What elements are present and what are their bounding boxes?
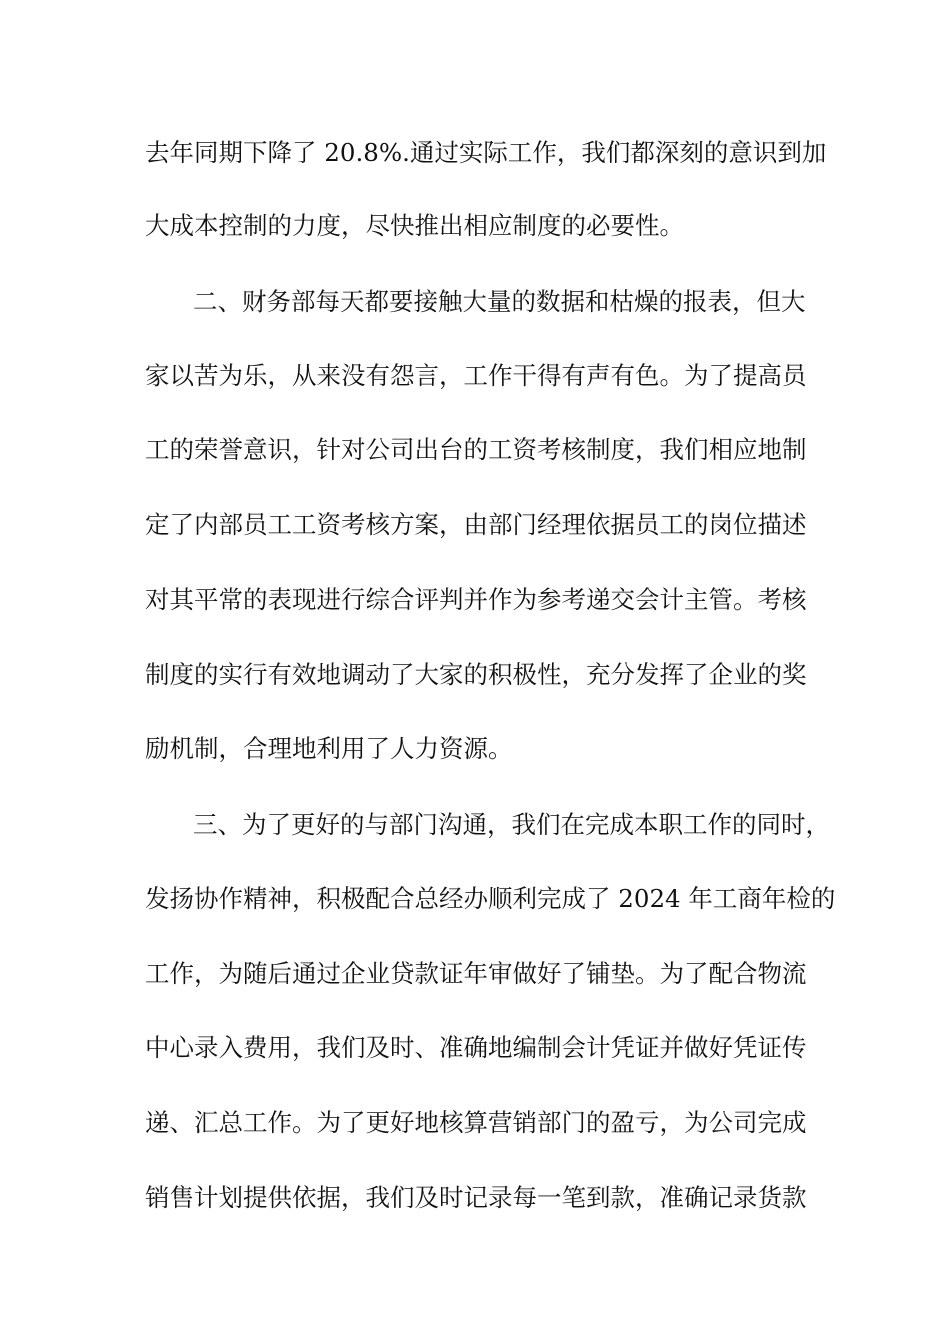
paragraph-start-line: 二、财务部每天都要接触大量的数据和枯燥的报表，但大: [193, 287, 806, 316]
text-line: 工的荣誉意识，针对公司出台的工资考核制度，我们相应地制: [145, 435, 807, 464]
text-line: 递、汇总工作。为了更好地核算营销部门的盈亏，为公司完成: [145, 1108, 807, 1137]
text-line: 对其平常的表现进行综合评判并作为参考递交会计主管。考核: [145, 585, 807, 614]
text-line: 发扬协作精神，积极配合总经办顺利完成了 2024 年工商年检的: [145, 884, 836, 913]
text-line: 去年同期下降了 20.8%.通过实际工作，我们都深刻的意识到加: [145, 138, 827, 167]
text-line: 工作，为随后通过企业贷款证年审做好了铺垫。为了配合物流: [145, 959, 807, 988]
text-line: 大成本控制的力度，尽快推出相应制度的必要性。: [145, 211, 684, 240]
text-line: 制度的实行有效地调动了大家的积极性，充分发挥了企业的奖: [145, 660, 807, 689]
text-line: 中心录入费用，我们及时、准确地编制会计凭证并做好凭证传: [145, 1033, 807, 1062]
paragraph-start-line: 三、为了更好的与部门沟通，我们在完成本职工作的同时，: [193, 810, 830, 839]
text-line: 励机制，合理地利用了人力资源。: [145, 734, 513, 763]
text-line: 家以苦为乐，从来没有怨言，工作干得有声有色。为了提高员: [145, 361, 807, 390]
text-line: 销售计划提供依据，我们及时记录每一笔到款，准确记录货款: [145, 1183, 807, 1212]
text-line: 定了内部员工工资考核方案，由部门经理依据员工的岗位描述: [145, 510, 807, 539]
